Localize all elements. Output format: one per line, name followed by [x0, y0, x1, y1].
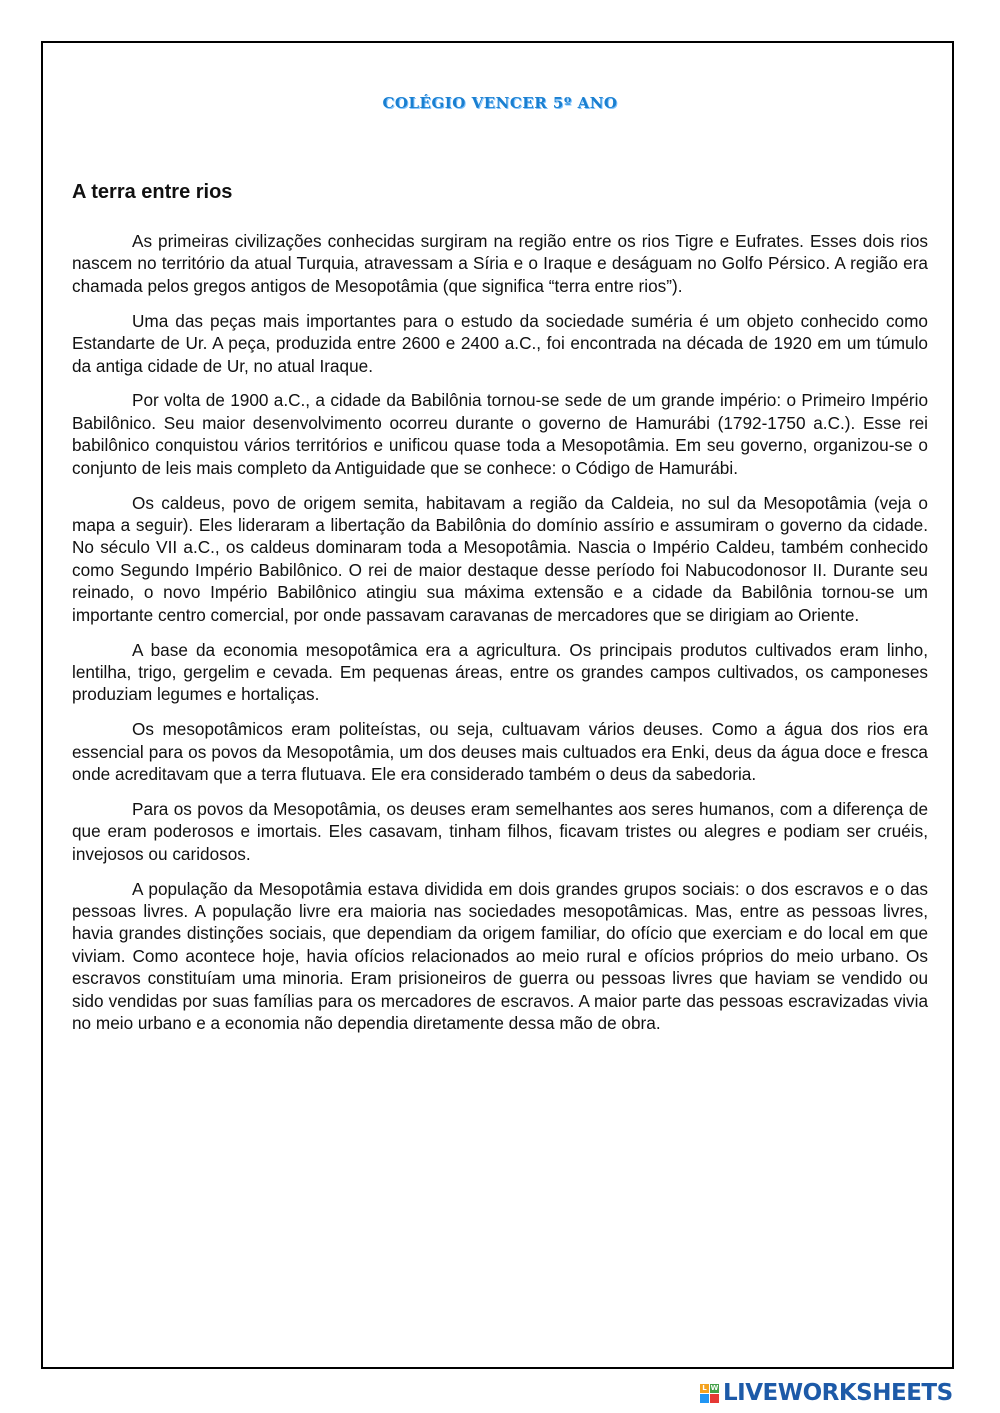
paragraph-3: Por volta de 1900 a.C., a cidade da Babilônia tornou-se sede de um grande império: o Primeiro Império Babilônico. Seu maior desenvolvimento ocorreu durante o governo de Hamurábi (1792-1750 a.C.). Esse rei babilônico conquistou vários territórios e unificou quase toda a Mesopotâmia. Em seu governo, organizou-se o conjunto de leis mais completo da Antiguidade que se conhece: o Código de Hamurábi.	[72, 390, 928, 478]
logo-square-4	[710, 1394, 719, 1403]
logo-square-2: W	[710, 1383, 719, 1392]
paragraph-5: A base da economia mesopotâmica era a agricultura. Os principais produtos cultivados eram linho, lentilha, trigo, gergelim e cevada. Em pequenas áreas, entre os grandes campos cultivados, os camponeses produziam legumes e hortaliças.	[72, 639, 928, 705]
paragraph-8: A população da Mesopotâmia estava dividida em dois grandes grupos sociais: o dos escravos e o das pessoas livres. A população livre era maioria nas sociedades mesopotâmicas. Mas, entre as pessoas livres, havia grandes distinções sociais, que dependiam da origem familiar, do ofício que exerciam e do local em que viviam. Como acontece hoje, havia ofícios relacionados ao meio rural e ofícios próprios do meio urbano. Os escravos constituíam uma minoria. Eram prisioneiros de guerra ou pessoas livres que haviam se vendido ou sido vendidas por suas famílias para os mercadores de escravos. A maior parte das pessoas escravizadas vivia no meio urbano e a economia não dependia diretamente dessa mão de obra.	[72, 878, 928, 1034]
school-header: COLÉGIO VENCER 5º ANO	[382, 94, 618, 112]
paragraph-6: Os mesopotâmicos eram politeístas, ou seja, cultuavam vários deuses. Como a água dos rios era essencial para os povos da Mesopotâmia, um dos deuses mais cultuados era Enki, deus da água doce e fresca onde acreditavam que a terra flutuava. Ele era considerado também o deus da sabedoria.	[72, 719, 928, 785]
paragraph-2: Uma das peças mais importantes para o estudo da sociedade suméria é um objeto conhecido como Estandarte de Ur. A peça, produzida entre 2600 e 2400 a.C., foi encontrada na década de 1920 em um túmulo da antiga cidade de Ur, no atual Iraque.	[72, 310, 928, 376]
article-body	[72, 230, 928, 1047]
logo-square-1: L	[700, 1384, 709, 1393]
page-title: A terra entre rios	[72, 181, 233, 203]
paragraph-1: As primeiras civilizações conhecidas surgiram na região entre os rios Tigre e Eufrates. Esses dois rios nascem no território da atual Turquia, atravessam a Síria e o Iraque e deságuam no Golfo Pérsico. A região era chamada pelos gregos antigos de Mesopotâmia (que significa “terra entre rios”).	[72, 231, 928, 296]
liveworksheets-logo-icon	[700, 1384, 719, 1403]
logo-square-3	[700, 1394, 709, 1403]
paragraph-7: Para os povos da Mesopotâmia, os deuses eram semelhantes aos seres humanos, com a diferença de que eram poderosos e imortais. Eles casavam, tinham filhos, ficavam tristes ou alegres e podiam ser cruéis, invejosos ou caridosos.	[72, 798, 928, 864]
paragraph-4: Os caldeus, povo de origem semita, habitavam a região da Caldeia, no sul da Mesopotâmia (veja o mapa a seguir). Eles lideraram a libertação da Babilônia do domínio assírio e assumiram o governo da cidade. No século VII a.C., os caldeus dominaram toda a Mesopotâmia. Nascia o Império Caldeu, também conhecido como Segundo Império Babilônico. O rei de maior destaque desse período foi Nabucodonosor II. Durante seu reinado, o novo Império Babilônico atingiu sua máxima extensão e a cidade da Babilônia tornou-se um importante centro comercial, por onde passavam caravanas de mercadores que se dirigiam ao Oriente.	[72, 492, 928, 625]
liveworksheets-wordmark: LIVEWORKSHEETS	[723, 1380, 953, 1406]
liveworksheets-logo[interactable]	[700, 1378, 953, 1408]
